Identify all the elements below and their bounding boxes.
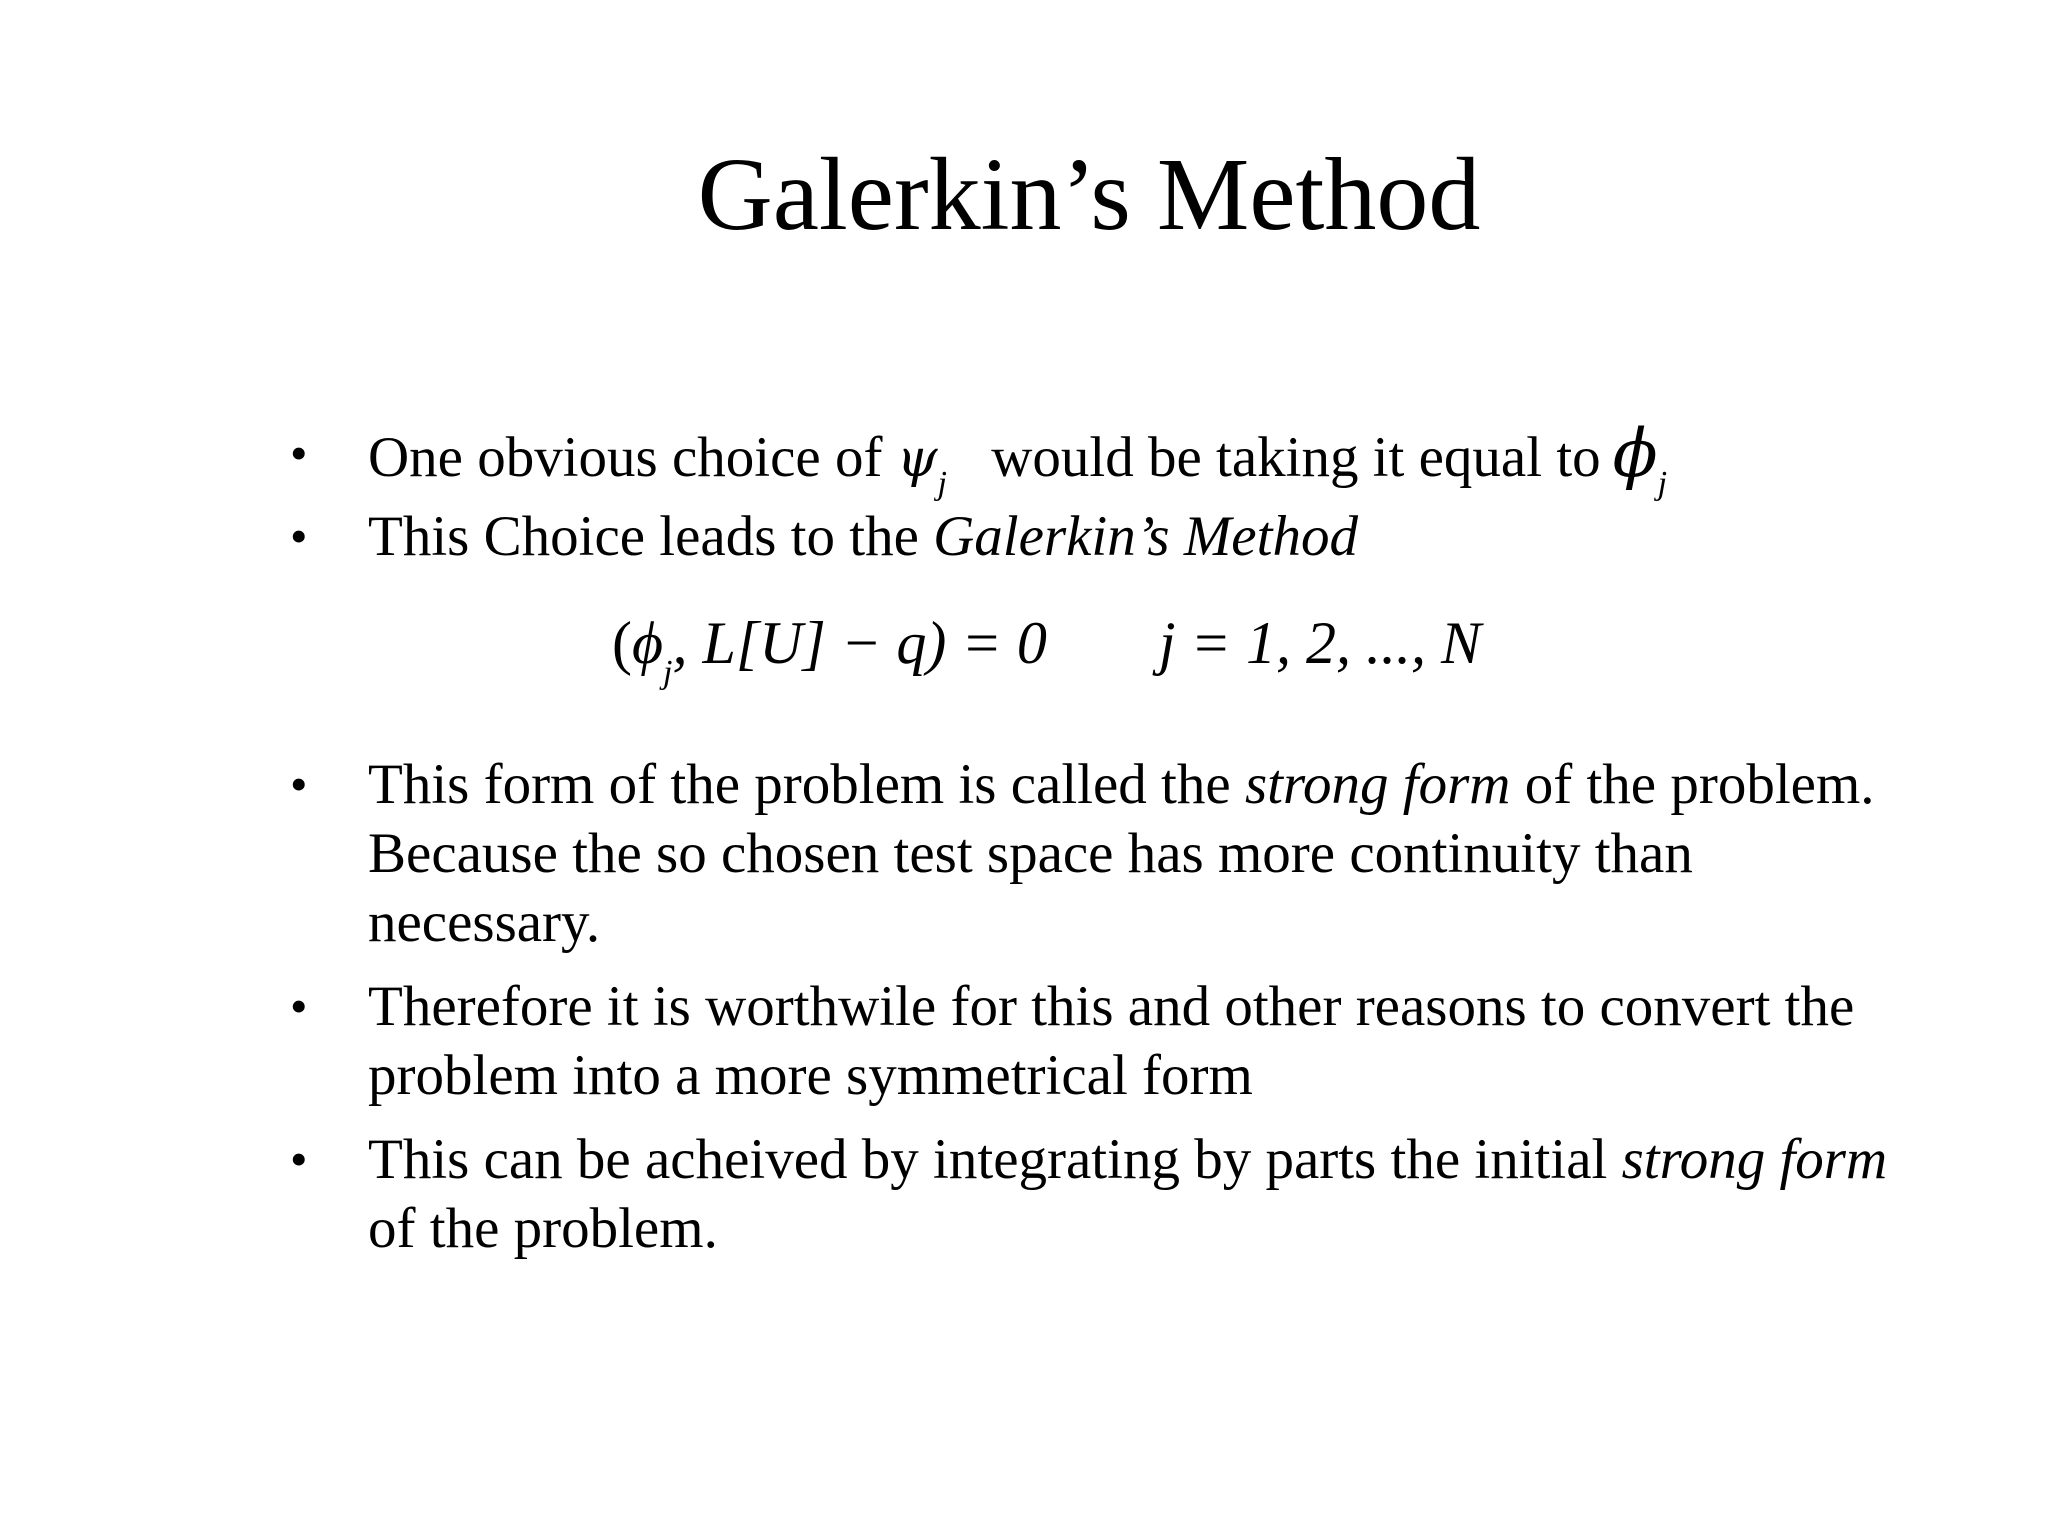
bullet3-line1-b: of the problem.: [1510, 753, 1875, 816]
phi-symbol: ϕ: [1612, 415, 1658, 492]
equation-phi: ϕ: [631, 610, 664, 676]
bullet-text: [368, 1125, 1988, 1263]
galerkin-equation: [612, 605, 1481, 691]
bullet-text: [368, 502, 1988, 571]
slide-title: Galerkin’s Method: [697, 137, 1481, 252]
bullet-dot: •: [290, 1131, 308, 1187]
equation-body: , L[U] − q) = 0: [672, 610, 1047, 676]
equation-index-range: j = 1, 2, ..., N: [1158, 610, 1482, 676]
equation-phi-subscript: j: [663, 654, 673, 691]
bullet4-line1: Therefore it is worthwile for this and other reasons to convert the: [368, 975, 1855, 1038]
psi-subscript: j: [937, 465, 947, 502]
bullet2-emphasis: Galerkin’s Method: [933, 505, 1358, 568]
phi-subscript: j: [1657, 465, 1668, 502]
bullet1-text-a: One obvious choice of: [368, 426, 897, 489]
bullet-text: [368, 750, 1988, 957]
bullet-dot: •: [290, 425, 308, 481]
bullet3-line1-a: This form of the problem is called the: [368, 753, 1245, 816]
bullet5-line1-a: This can be acheived by integrating by parts the initial: [368, 1128, 1622, 1191]
bullet1-text-b: would be taking it equal to: [976, 426, 1601, 489]
bullet-dot: •: [290, 756, 308, 812]
equation-open-paren: (: [612, 610, 632, 676]
bullet2-text: This Choice leads to the: [368, 505, 934, 568]
bullet5-line2: of the problem.: [368, 1197, 718, 1260]
bullet3-line1-emphasis: strong form: [1244, 753, 1511, 816]
bullet-text: [368, 415, 1988, 502]
bullet-dot: •: [290, 508, 308, 564]
bullet5-line1-emphasis: strong form: [1621, 1128, 1888, 1191]
bullet3-line3: necessary.: [368, 891, 601, 954]
bullet3-line2: Because the so chosen test space has more continuity than: [368, 822, 1693, 885]
bullet-dot: •: [290, 978, 308, 1034]
bullet4-line2: problem into a more symmetrical form: [368, 1044, 1253, 1107]
bullet-text: [368, 972, 1988, 1110]
psi-symbol: ψ: [896, 429, 938, 489]
